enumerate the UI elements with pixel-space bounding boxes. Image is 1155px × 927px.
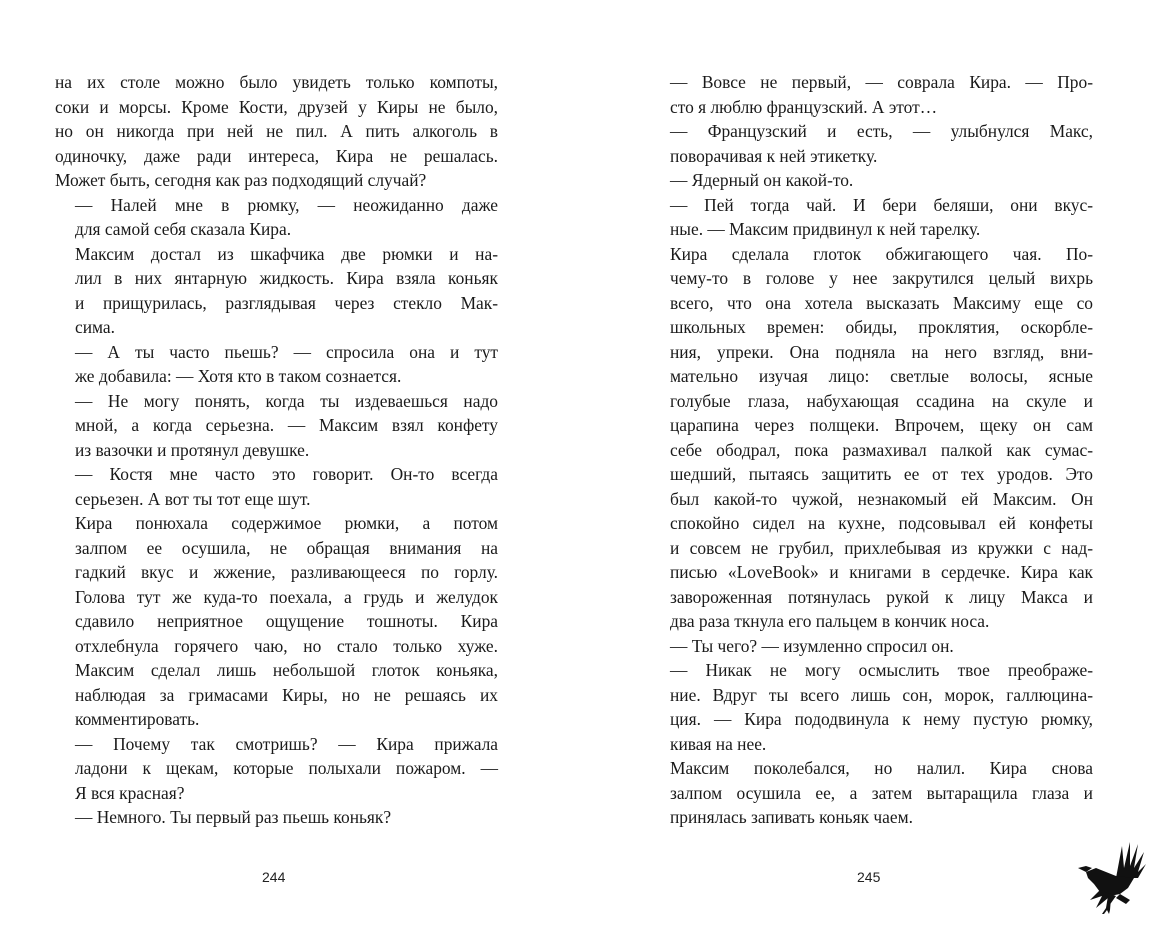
paragraph — [55, 242, 498, 340]
left-page — [55, 70, 498, 830]
text-line: ные. — Максим придвинул к ней тарелку. — [670, 219, 981, 239]
right-page — [650, 70, 1093, 830]
text-line: спокойно сидел на кухне, подсовывал ей конфеты — [670, 513, 1093, 533]
text-line: — Налей мне в рюмку, — неожиданно даже — [75, 194, 498, 215]
text-line: царапина через полщеки. Впрочем, щеку он сам — [670, 415, 1093, 435]
text-line: шедший, пытаясь защитить ее от тех уродов. Это — [670, 464, 1093, 484]
text-line: — Почему так смотришь? — Кира прижала — [75, 733, 498, 754]
paragraph — [650, 193, 1093, 242]
page-number-left: 244 — [262, 869, 286, 885]
text-line: сто я люблю французский. А этот… — [670, 96, 938, 117]
paragraph — [650, 242, 1093, 634]
text-line: — Ты чего? — изумленно спросил он. — [670, 635, 954, 656]
text-line: писью «LoveBook» и книгами в сердечке. Кира как — [670, 562, 1093, 582]
text-line: голубые глаза, набухающая ссадина на скуле и — [670, 390, 1093, 411]
text-line: ние. Вдруг ты всего лишь сон, морок, галлюцина- — [670, 684, 1093, 705]
text-line: Я вся красная? — [75, 782, 185, 803]
text-line: ция. — Кира пододвинула к нему пустую рюмку, — [670, 709, 1093, 729]
text-line: Максим достал из шкафчика две рюмки и на- — [75, 243, 498, 264]
paragraph — [650, 168, 1093, 193]
raven-icon — [1076, 838, 1148, 918]
text-line: на их столе можно было увидеть только компоты, — [55, 72, 498, 92]
text-line: — Ядерный он какой-то. — [670, 170, 854, 190]
text-line: — Не могу понять, когда ты издеваешься надо — [75, 390, 498, 411]
paragraph — [650, 634, 1093, 659]
text-line: наблюдая за гримасами Киры, но не решаясь их — [75, 684, 498, 705]
text-line: Максим поколебался, но налил. Кира снова — [670, 758, 1093, 778]
paragraph — [650, 70, 1093, 119]
text-line: и прищурилась, разглядывая через стекло Мак- — [75, 292, 498, 313]
text-line: залпом ее осушила, не обращая внимания на — [75, 537, 498, 558]
text-line: соки и морсы. Кроме Кости, друзей у Киры не было, — [55, 96, 498, 117]
text-line: ния, упреки. Она подняла на него взгляд, вни- — [670, 341, 1093, 362]
paragraph — [650, 119, 1093, 168]
text-line: отхлебнула горячего чаю, но стало только хуже. — [75, 635, 498, 656]
text-line: — Вовсе не первый, — соврала Кира. — Про- — [670, 72, 1093, 92]
text-line: чему-то в голове у нее закрутился целый вихрь — [670, 268, 1093, 288]
raven-shape — [1078, 842, 1146, 914]
text-line: Может быть, сегодня как раз подходящий случай? — [55, 170, 427, 190]
text-line: кивая на нее. — [670, 733, 767, 754]
text-line: — Немного. Ты первый раз пьешь коньяк? — [75, 807, 392, 827]
paragraph — [650, 658, 1093, 756]
text-line: — А ты часто пьешь? — спросила она и тут — [75, 341, 498, 362]
paragraph — [55, 462, 498, 511]
page-number-right: 245 — [857, 869, 881, 885]
paragraph — [55, 193, 498, 242]
text-line: комментировать. — [75, 709, 200, 729]
text-line: мательно изучая лицо: светлые волосы, ясные — [670, 366, 1093, 386]
text-line: гадкий вкус и жжение, разливающееся по горлу. — [75, 562, 498, 582]
text-line: Кира сделала глоток обжигающего чая. По- — [670, 243, 1093, 264]
paragraph — [55, 389, 498, 463]
text-line: был какой-то чужой, незнакомый ей Максим. Он — [670, 488, 1093, 509]
text-line: — Костя мне часто это говорит. Он-то всегда — [75, 464, 498, 484]
text-line: из вазочки и протянул девушке. — [75, 439, 310, 460]
text-line: принялась запивать коньяк чаем. — [670, 807, 913, 827]
text-line: и совсем не грубил, прихлебывая из кружки с над- — [670, 537, 1093, 558]
text-line: серьезен. А вот ты тот еще шут. — [75, 488, 311, 509]
text-line: всего, что она хотела высказать Максиму еще со — [670, 292, 1093, 313]
text-line: одиночку, даже ради интереса, Кира не решалась. — [55, 145, 498, 166]
text-line: залпом осушила ее, а затем вытаращила глаза и — [670, 782, 1093, 803]
text-line: себе ободрал, пока размахивал палкой как сумас- — [670, 439, 1093, 460]
text-line: для самой себя сказала Кира. — [75, 219, 292, 239]
text-line: — Французский и есть, — улыбнулся Макс, — [670, 121, 1093, 141]
text-line: — Пей тогда чай. И бери беляши, они вкус- — [670, 194, 1093, 215]
text-line: же добавила: — Хотя кто в таком сознается. — [75, 366, 402, 386]
text-line: лил в них янтарную жидкость. Кира взяла коньяк — [75, 268, 498, 288]
text-line: сима. — [75, 317, 115, 337]
text-line: поворачивая к ней этикетку. — [670, 145, 878, 166]
paragraph — [55, 511, 498, 732]
text-line: Максим сделал лишь небольшой глоток коньяка, — [75, 660, 498, 680]
text-line: школьных времен: обиды, проклятия, оскорбле- — [670, 317, 1093, 337]
paragraph — [55, 340, 498, 389]
text-line: Кира понюхала содержимое рюмки, а потом — [75, 513, 498, 533]
text-line: завороженная потянулась рукой к лицу Макса и — [670, 586, 1093, 607]
text-line: два раза ткнула его пальцем в кончик носа. — [670, 611, 990, 631]
paragraph — [55, 805, 498, 830]
text-line: Голова тут же куда-то поехала, а грудь и желудок — [75, 586, 498, 607]
text-line: — Никак не могу осмыслить твое преображе- — [670, 660, 1093, 680]
paragraph — [55, 732, 498, 806]
text-line: сдавило неприятное ощущение тошноты. Кира — [75, 611, 498, 631]
text-line: но он никогда при ней не пил. А пить алкоголь в — [55, 121, 498, 141]
text-line: мной, а когда серьезна. — Максим взял конфету — [75, 415, 498, 435]
paragraph — [55, 70, 498, 193]
text-line: ладони к щекам, которые полыхали пожаром. — — [75, 758, 498, 778]
paragraph — [650, 756, 1093, 830]
